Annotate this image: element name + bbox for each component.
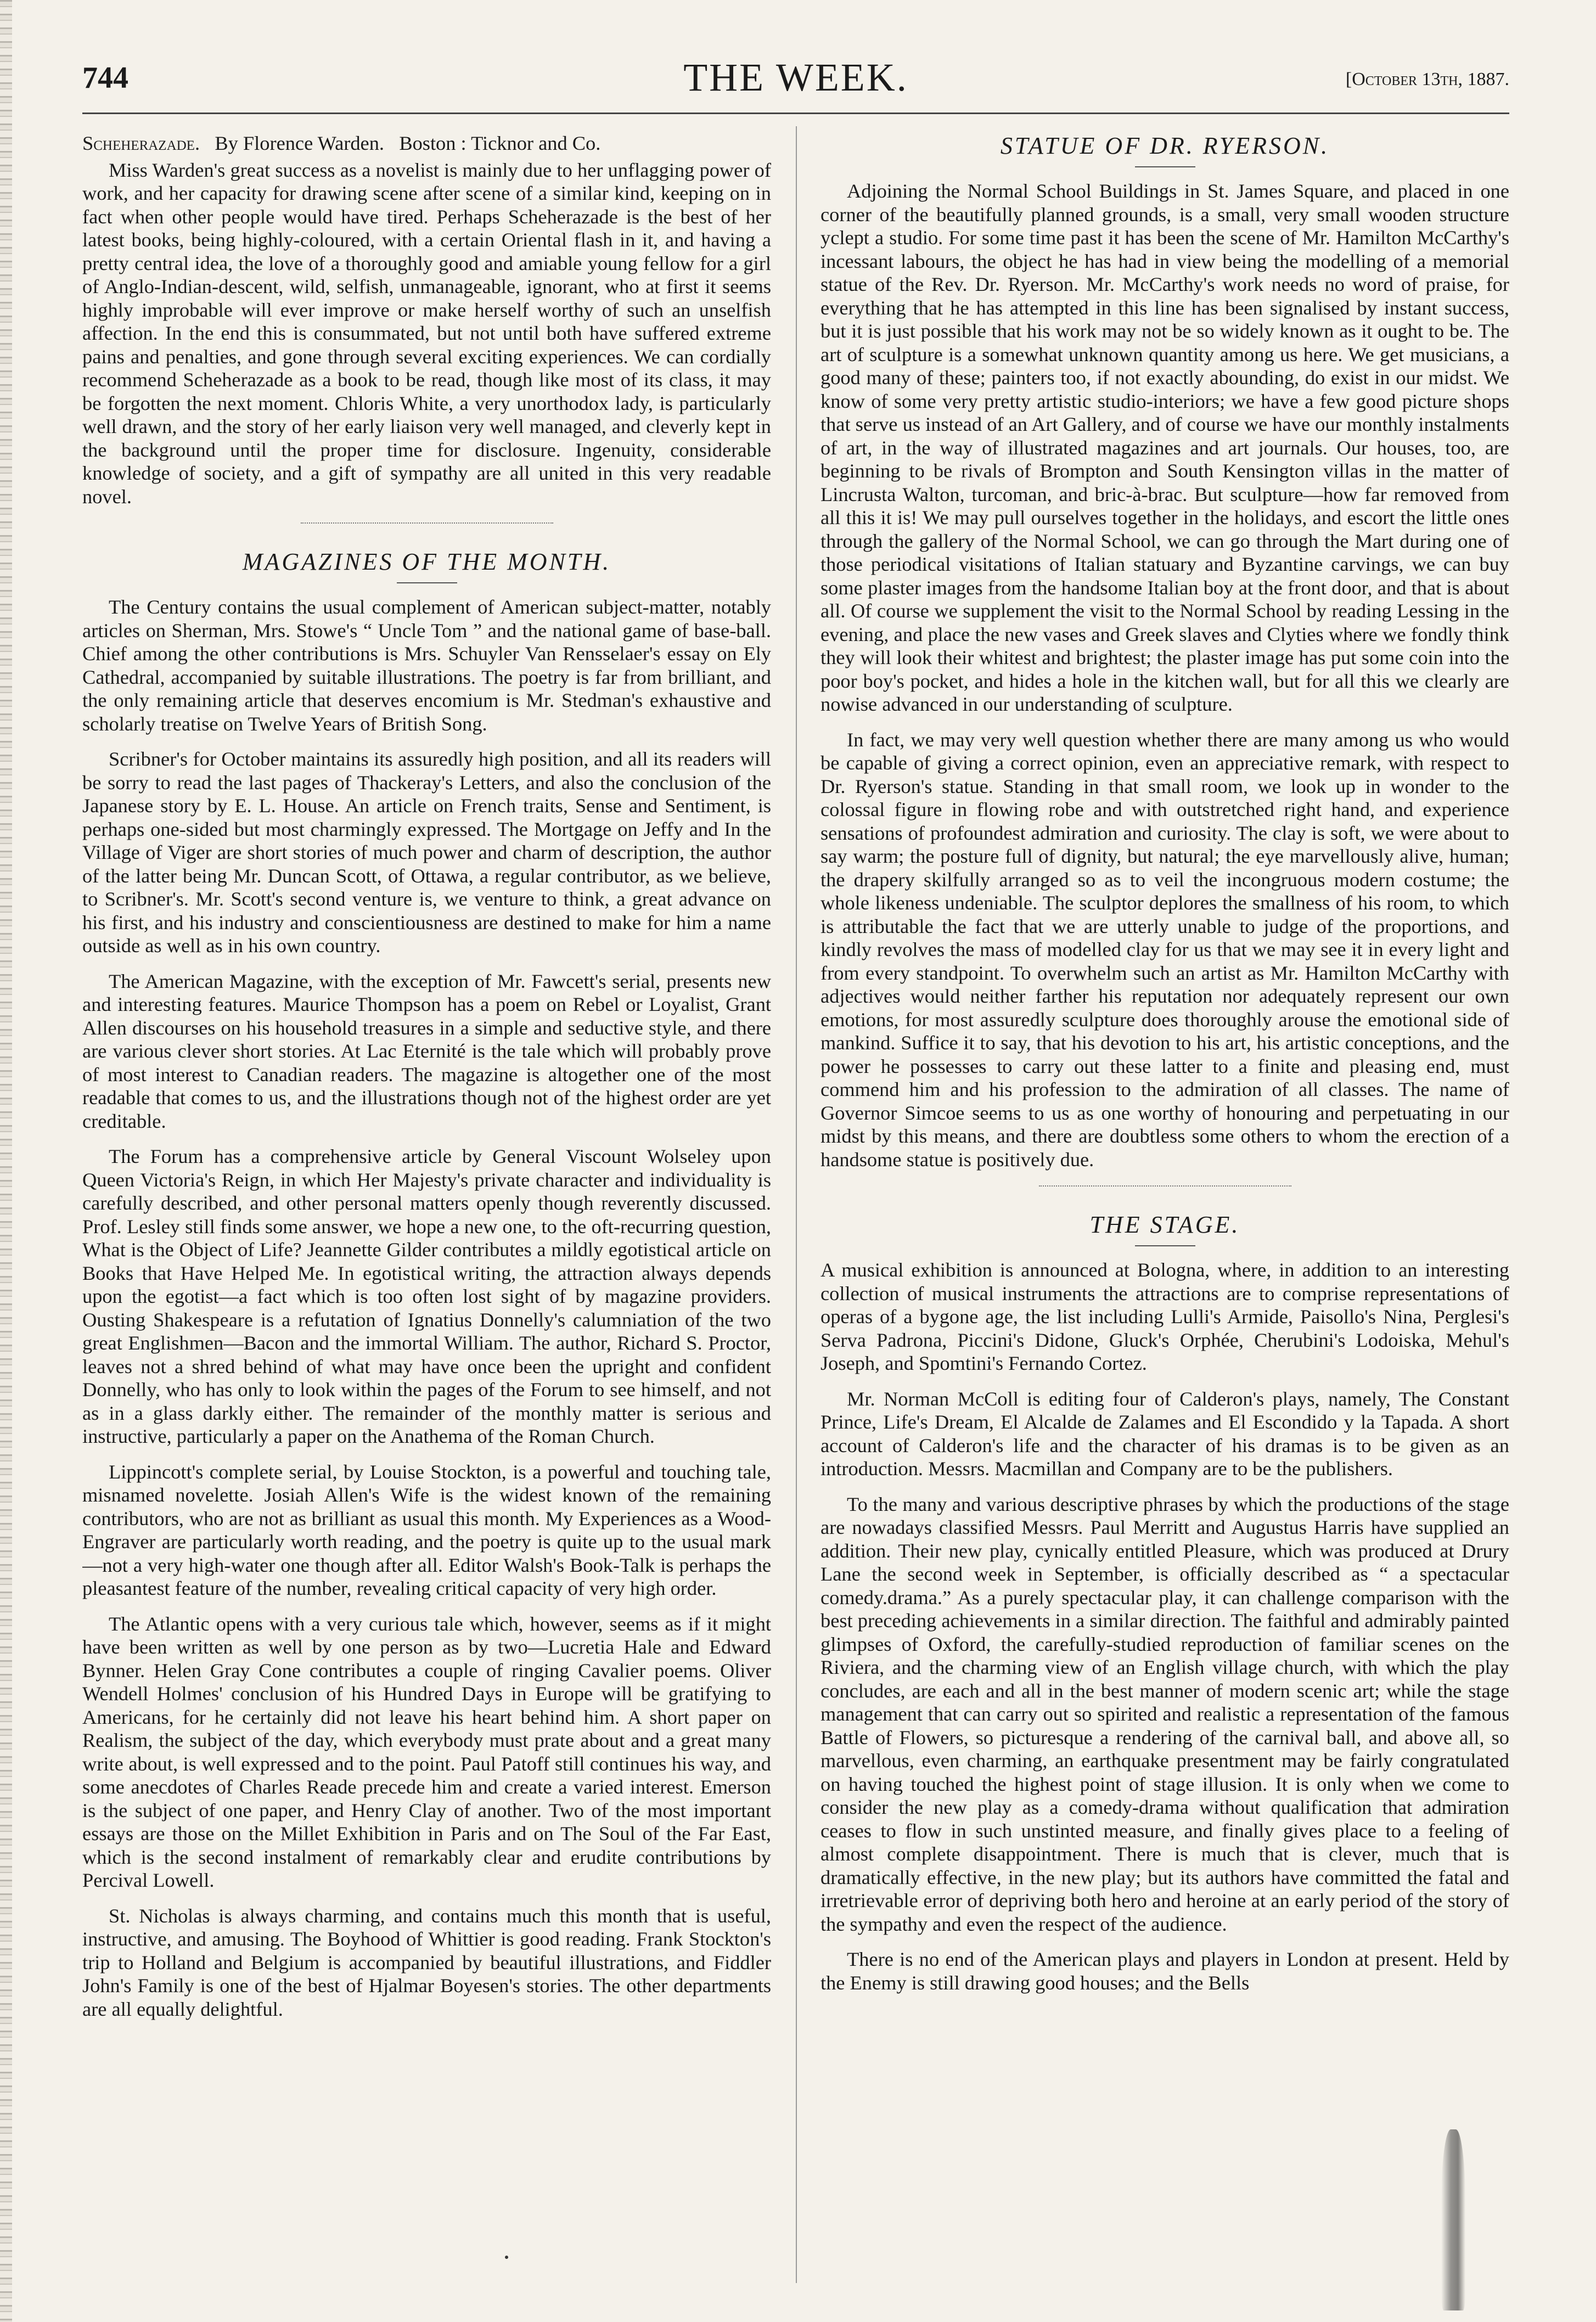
masthead: [82, 55, 1509, 104]
magazine-paragraph-st-nicholas: St. Nicholas is always charming, and contains much this month that is useful, instructive, and amusing. The Boyhood of Whittier is good reading. Frank Stockton's trip to Holland and Belgium is accompanied by beautiful illustrations, and Fiddler John's Family is one of the best of Hjalmar Boyesen's stories. The other departments are all equally delightful.: [82, 1904, 771, 2020]
page-number: 744: [82, 61, 128, 95]
newspaper-page: [82, 0, 1509, 2322]
statue-heading: STATUE OF DR. RYERSON.: [1000, 132, 1330, 159]
stage-paragraph: Mr. Norman McColl is editing four of Calderon's plays, namely, The Constant Prince, Life's Dream, El Alcalde de Zalames and El Escondido y la Tapada. A short account of Calderon's life and the character of his dramas is to be given as an introduction. Messrs. Macmillan and Company are to be the publishers.: [821, 1387, 1509, 1480]
statue-paragraph: In fact, we may very well question whether there are many among us who would be capable of giving a correct opinion, even an appreciative remark, with respect to Dr. Ryerson's statue. Standing in that small room, we look up in wonder to the colossal figure in flowing robe and with outstretched right hand, and experience sensations of profoundest admiration and curiosity. The clay is soft, we were about to say warm; the posture full of dignity, but natural; the eye marvellously alive, human; the drapery skilfully arranged so as to veil the incongruous modern costume; the whole likeness undeniable. The sculptor deplores the smallness of his room, to which is attributable the fact that we are utterly unable to judge of the proportions, and kindly revolves the mass of modelled clay for us that we may see it in every light and from every standpoint. To overwhelm such an artist as Mr. Hamilton McCarthy with adjectives would neither farther his reputation nor adequately represent our own emotions, for most assuredly sculpture does thoroughly arouse the emotional side of mankind. Suffice it to say, that his devotion to his art, his artistic conceptions, and the power he possesses to carry out these latter to a finite and pleasing end, must commend him and his profession to the admiration of all classes. The name of Governor Simcoe seems to us as one worthy of honouring and perpetuating in our midst by this means, and there are doubtless some others to whom the erection of a handsome statue is positively due.: [821, 728, 1509, 1171]
statue-paragraph: Adjoining the Normal School Buildings in St. James Square, and placed in one corner of the beautifully planned grounds, is a small, very small wooden structure yclept a studio. For some time past it has been the scene of Mr. Hamilton McCarthy's incessant labours, the object he has had in view being the modelling of a memorial statue of the Rev. Dr. Ryerson. Mr. McCarthy's work needs no word of praise, for everything that he has attempted in this line has been signalised by instant success, but it is just possible that his work may not be so widely known as it ought to be. The art of sculpture is a somewhat unknown quantity among us here. We get musicians, a good many of these; painters too, if not exactly abounding, do exist in our midst. We know of some very pretty artistic studio-interiors; we have a few good picture shops that serve us instead of an Art Gallery, and of course we have our monthly instalments of art, in the way of illustrated magazines and art journals. Our houses, too, are beginning to be rivals of Brompton and South Kensington villas in the matter of Lincrusta Walton, turcoman, and bric-à-brac. But sculpture—how far removed from all this it is! We may pull ourselves together in the holidays, and escort the little ones through the gallery of the Normal School, we can go through the Mart during one of those periodical visitations of Italian statuary and Byzantine carvings, we can buy some plaster images from the handsome Italian boy at the front door, and that is about all. Of course we supplement the visit to the Normal School by reading Lessing in the evening, and place the new vases and Greek slaves and Clyties where we fondly think they will look their whitest and brightest; the plaster image has put some coin into the poor boy's pocket, and hides a hole in the kitchen wall, but for all this we clearly are nowise advanced in our understanding of sculpture.: [821, 180, 1509, 715]
stage-paragraph: To the many and various descriptive phrases by which the productions of the stage are nowadays classified Messrs. Paul Merritt and Augustus Harris have supplied an addition. Their new play, cynically entitled Pleasure, which was produced at Drury Lane the second week in September, is officially described as “ a spectacular comedy.drama.” As a purely spectacular play, it can challenge comparison with the best preceding achievements in a similar direction. The faithful and admirably painted glimpses of Oxford, the carefully-studied reproduction of familiar scenes on the Riviera, and the charming view of an English village church, with which the play concludes, are each and all in the best manner of modern scenic art; while the stage management that can carry out so spirited and realistic a representation of the famous Battle of Flowers, so picturesque a rendering of the carnival ball, and above all, so marvellous, even charming, an earthquake presentment may be fairly congratulated on having touched the highest point of stage illusion. It is only when we come to consider the new play as a comedy-drama without qualification that admiration ceases to flow in such unstinted measure, and finally gives place to a feeling of almost complete disappointment. There is much that is clever, much that is dramatically effective, in the new play; but its authors have committed the fatal and irretrievable error of depriving both hero and heroine at an early period of the story of the sympathy and even the respect of the audience.: [821, 1493, 1509, 1935]
heading-rule: [1135, 166, 1195, 167]
section-separator: [1039, 1185, 1291, 1187]
magazine-paragraph-century: The Century contains the usual complement of American subject-matter, notably articles on Sherman, Mrs. Stowe's “ Uncle Tom ” and the national game of base-ball. Chief among the other contributions is Mrs. Schuyler Van Rensselaer's essay on Ely Cathedral, accompanied by suitable illustrations. The poetry is far from brilliant, and the only remaining article that deserves encomium is Mr. Stedman's exhaustive and scholarly treatise on Twelve Years of British Song.: [82, 596, 771, 735]
column-divider: [796, 126, 797, 2283]
issue-date: [October 13th, 1887.: [1345, 69, 1509, 89]
magazine-paragraph-atlantic: The Atlantic opens with a very curious tale which, however, seems as if it might have been written as well by one person as by two—Lucretia Hale and Edward Bynner. Helen Gray Cone contributes a couple of ringing Cavalier poems. Oliver Wendell Holmes' conclusion of his Hundred Days in Europe will be gratifying to Americans, for he certainly did not leave his heart behind him. A short paper on Realism, the subject of the day, which everybody must prate about and a great many write about, is well expressed and to the point. Paul Patoff still continues his way, and some anecdotes of Charles Reade precede him and create a varied interest. Emerson is the subject of one paper, and Henry Clay of another. Two of the most important essays are those on the Millet Exhibition in Paris and on The Soul of the Far East, which is the second instalment of remarkably clear and erudite contributions by Percival Lowell.: [82, 1612, 771, 1891]
heading-rule: [397, 582, 457, 583]
book-publisher: Boston : Ticknor and Co.: [399, 132, 601, 154]
scan-shadow: [1441, 2129, 1465, 2310]
magazine-paragraph-american: The American Magazine, with the exception of Mr. Fawcett's serial, presents new and interesting features. Maurice Thompson has a poem on Rebel or Loyalist, Grant Allen discourses on his household treasures in a simple and seductive style, and there are various clever short stories. At Lac Eternité is the tale which will probably prove of most interest to Canadian readers. The magazine is altogether one of the most readable that comes to us, and the illustrations though not of the highest order are yet creditable.: [82, 970, 771, 1132]
stage-paragraph: There is no end of the American plays and players in London at present. Held by the Enemy is still drawing good houses; and the Bells: [821, 1948, 1509, 1994]
book-review-heading: [82, 132, 771, 155]
stage-paragraph: A musical exhibition is announced at Bologna, where, in addition to an interesting collection of musical instruments the attractions are to comprise representations of operas of a bygone age, the list including Lulli's Armide, Paisollo's Nina, Perglesi's Serva Padrona, Piccini's Didone, Gluck's Orphée, Cherubini's Lodoiska, Mehul's Joseph, and Spomtini's Fernando Cortez.: [821, 1259, 1509, 1374]
publication-title: THE WEEK.: [683, 55, 908, 99]
ink-speck: [505, 2256, 508, 2259]
book-title: Scheherazade.: [82, 132, 200, 154]
section-separator: [301, 522, 553, 524]
left-column: [82, 132, 771, 2311]
book-byline: By Florence Warden.: [215, 132, 385, 154]
header-rule: [82, 113, 1509, 114]
heading-rule: [1135, 1245, 1195, 1246]
magazine-paragraph-forum: The Forum has a comprehensive article by General Viscount Wolseley upon Queen Victoria's Reign, in which Her Majesty's private character and individuality is carefully described, and other personal matters openly though reverently discussed. Prof. Lesley still finds some answer, we hope a new one, to the oft-recurring question, What is the Object of Life? Jeannette Gilder contributes a mildly egotistical article on Books that Have Helped Me. In egotistical writing, the attraction always depends upon the egotist—a fact which is too often lost sight of by magazine providers. Ousting Shakespeare is a refutation of Ignatius Donnelly's calumniation of the two great Englishmen—Bacon and the immortal William. The author, Richard S. Proctor, leaves not a shred behind of what may have once been the upright and confident Donnelly, who has only to look within the pages of the Forum to see himself, and not as in a glass darkly either. The remainder of the monthly matter is serious and instructive, particularly a paper on the Anathema of the Roman Church.: [82, 1145, 771, 1447]
magazines-heading: MAGAZINES OF THE MONTH.: [242, 548, 611, 575]
right-column: [821, 132, 1509, 2311]
stage-heading: THE STAGE.: [1089, 1211, 1240, 1238]
scanned-page-edge: [0, 0, 12, 2322]
magazine-paragraph-lippincotts: Lippincott's complete serial, by Louise Stockton, is a powerful and touching tale, misnamed novelette. Josiah Allen's Wife is the widest known of the remaining contributors, who are not as brilliant as usual this month. My Experiences as a Wood-Engraver are particularly worth reading, and the poetry is quite up to the usual mark—not a very high-water one though after all. Editor Walsh's Book-Talk is perhaps the pleasantest feature of the number, revealing critical capacity of very high order.: [82, 1460, 771, 1599]
book-review-text: Miss Warden's great success as a novelist is mainly due to her unflagging power of work, and her capacity for drawing scene after scene of a similar kind, keeping on in fact when other people would have tired. Perhaps Scheherazade is the best of her latest books, being highly-coloured, with a certain Oriental flash in it, and having a pretty central idea, the love of a thoroughly good and amiable young fellow for a girl of Anglo-Indian-descent, wild, selfish, unmanageable, ignorant, who at first it seems highly improbable will ever improve or make herself worthy of such an unselfish affection. In the end this is consummated, but not until both have suffered extreme pains and penalties, and gone through several exciting experiences. We can cordially recommend Scheherazade as a book to be read, though like most of its class, it may be forgotten the next moment. Chloris White, a very unorthodox lady, is particularly well drawn, and the story of her early liaison very well managed, and cleverly kept in the background until the proper time for disclosure. Ingenuity, considerable knowledge of society, and a gift of sympathy are all united in this very readable novel.: [82, 159, 771, 508]
magazine-paragraph-scribners: Scribner's for October maintains its assuredly high position, and all its readers will be sorry to read the last pages of Thackeray's Letters, and also the conclusion of the Japanese story by E. L. House. An article on French traits, Sense and Sentiment, is perhaps one-sided but most charmingly expressed. The Mortgage on Jeffy and In the Village of Viger are short stories of much power and charm of description, the author of the latter being Mr. Duncan Scott, of Ottawa, a regular contributor, as we believe, to Scribner's. Mr. Scott's second venture is, we venture to think, a great advance on his first, and his industry and conscientiousness are destined to make for him a name outside as well as in his own country.: [82, 748, 771, 957]
